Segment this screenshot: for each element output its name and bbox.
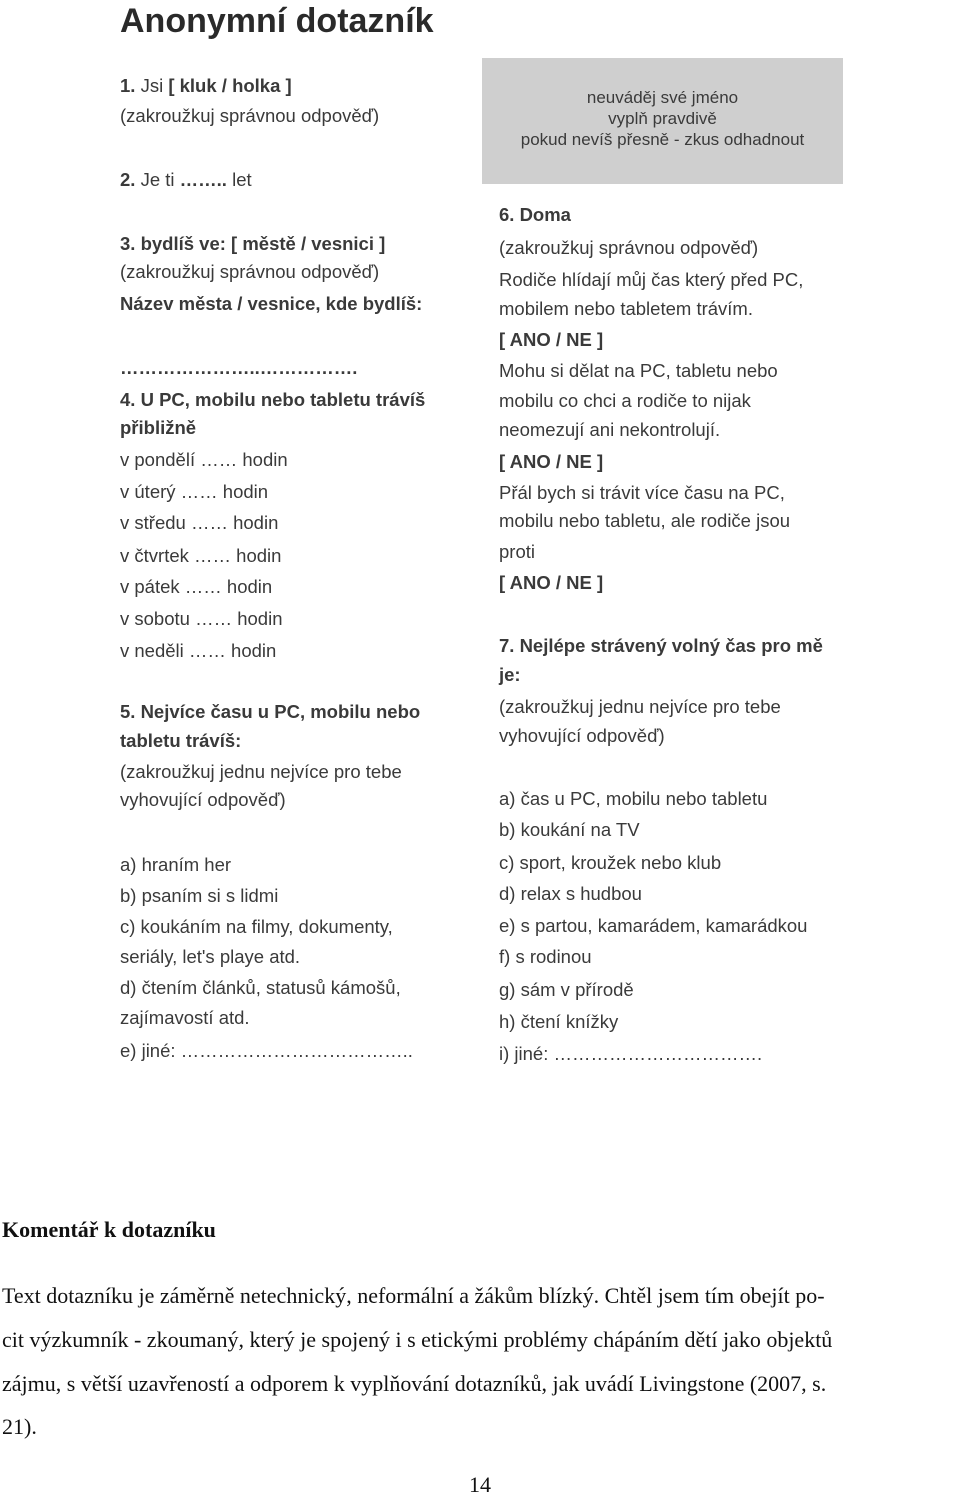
right-line: proti (499, 541, 535, 562)
right-line: [ ANO / NE ] (499, 572, 604, 593)
right-line: 6. Doma (499, 204, 571, 225)
instruction-line: pokud nevíš přesně - zkus odhadnout (520, 130, 805, 149)
left-line: v úterý …… hodin (120, 481, 269, 502)
right-line: (zakroužkuj jednu nejvíce pro tebe (499, 696, 781, 717)
right-line: Mohu si dělat na PC, tabletu nebo (499, 360, 778, 381)
right-line: mobilem nebo tabletem trávím. (499, 298, 753, 319)
right-line: Přál bych si trávit více času na PC, (499, 482, 785, 503)
left-line: přibližně (120, 417, 197, 438)
right-line: neomezují ani nekontrolují. (499, 419, 721, 440)
left-line: a) hraním her (120, 854, 232, 875)
right-line: g) sám v přírodě (499, 979, 634, 1000)
right-line: [ ANO / NE ] (499, 451, 604, 472)
right-line: (zakroužkuj správnou odpověď) (499, 237, 759, 258)
right-line: h) čtení knížky (499, 1011, 619, 1032)
left-line: (zakroužkuj správnou odpověď) (120, 261, 380, 282)
left-line: v pondělí …… hodin (120, 449, 288, 470)
right-line: i) jiné: ……………………………. (499, 1043, 763, 1064)
left-line: Název města / vesnice, kde bydlíš: (120, 293, 423, 314)
left-line: 4. U PC, mobilu nebo tabletu trávíš (120, 389, 426, 410)
right-line: je: (499, 664, 521, 685)
right-line: f) s rodinou (499, 946, 592, 967)
left-line: v neděli …… hodin (120, 640, 277, 661)
left-line: seriály, let's playe atd. (120, 946, 301, 967)
comment-line: Text dotazníku je záměrně netechnický, neformální a žákům blízký. Chtěl jsem tím obejít po- (2, 1283, 825, 1308)
right-line: mobilu co chci a rodiče to nijak (499, 390, 751, 411)
left-line: 1. Jsi [ kluk / holka ] (120, 75, 292, 96)
right-line: vyhovující odpověď) (499, 725, 665, 746)
instruction-line: neuváděj své jméno (586, 88, 739, 107)
left-line: c) koukáním na filmy, dokumenty, (120, 916, 393, 937)
page-number: 14 (469, 1472, 491, 1497)
left-line: v čtvrtek …… hodin (120, 545, 282, 566)
right-line: 7. Nejlépe strávený volný čas pro mě (499, 635, 823, 656)
left-line: tabletu trávíš: (120, 730, 242, 751)
left-line: 5. Nejvíce času u PC, mobilu nebo (120, 701, 421, 722)
left-line: b) psaním si s lidmi (120, 885, 279, 906)
instructions-box (482, 58, 843, 184)
left-line: v pátek …… hodin (120, 576, 273, 597)
left-line: v sobotu …… hodin (120, 608, 283, 629)
left-line: 3. bydlíš ve: [ městě / vesnici ] (120, 233, 386, 254)
left-line: v středu …… hodin (120, 512, 279, 533)
right-line: d) relax s hudbou (499, 883, 642, 904)
left-line: zajímavostí atd. (120, 1007, 250, 1028)
left-line: 2. Je ti …….. let (120, 169, 252, 190)
left-line: (zakroužkuj jednu nejvíce pro tebe (120, 761, 402, 782)
questionnaire-title: Anonymní dotazník (120, 2, 434, 40)
left-line: vyhovující odpověď) (120, 789, 286, 810)
left-line: d) čtením článků, statusů kámošů, (120, 977, 401, 998)
right-line: [ ANO / NE ] (499, 329, 604, 350)
left-line: (zakroužkuj správnou odpověď) (120, 105, 380, 126)
left-line: …………………..……………. (120, 357, 358, 378)
comment-line: 21). (2, 1414, 37, 1439)
right-line: mobilu nebo tabletu, ale rodiče jsou (499, 510, 791, 531)
right-line: Rodiče hlídají můj čas který před PC, (499, 269, 804, 290)
right-line: b) koukání na TV (499, 819, 640, 840)
comment-heading: Komentář k dotazníku (2, 1217, 216, 1242)
right-line: a) čas u PC, mobilu nebo tabletu (499, 788, 768, 809)
comment-line: cit výzkumník - zkoumaný, který je spojený i s etickými problémy chápáním dětí jako objektů (2, 1327, 833, 1352)
right-line: c) sport, kroužek nebo klub (499, 852, 722, 873)
comment-line: zájmu, s větší uzavřeností a odporem k vyplňování dotazníků, jak uvádí Livingstone (2007, s. (2, 1371, 827, 1396)
instruction-line: vyplň pravdivě (608, 109, 717, 128)
right-line: e) s partou, kamarádem, kamarádkou (499, 915, 808, 936)
left-line: e) jiné: ……………………………….. (120, 1040, 413, 1061)
